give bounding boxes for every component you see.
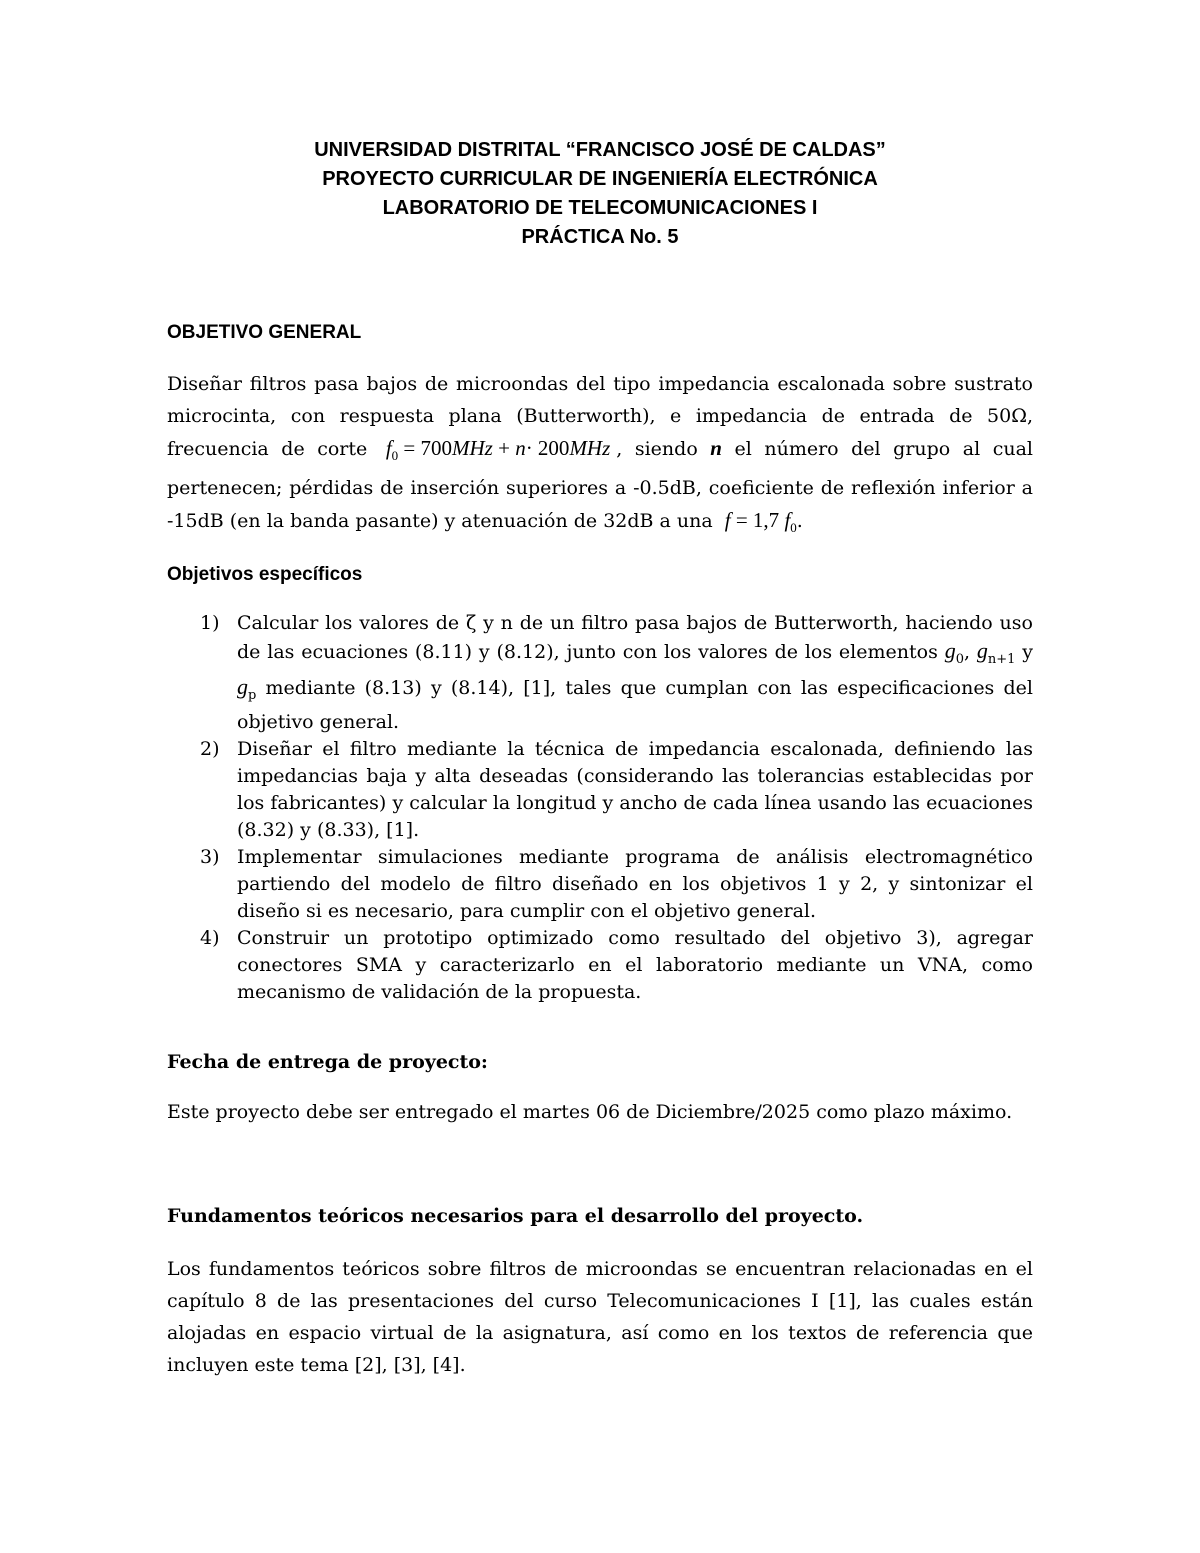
delivery-date-heading: Fecha de entrega de proyecto: (167, 1051, 488, 1073)
fundamentals-heading: Fundamentos teóricos necesarios para el desarrollo del proyecto. (167, 1205, 864, 1227)
cutoff-frequency-formula: $f_0 = 700MHz + n\cdot 200MHz$ (385, 436, 611, 463)
list-item: 4) Construir un prototipo optimizado como resultado del objetivo 3), agregar conectores SMA y caracterizarlo en el laboratorio mediante un VNA, como mecanismo de validación de la propuesta. (200, 926, 1033, 1003)
general-objective-heading: OBJETIVO GENERAL (167, 322, 362, 343)
program-name: PROYECTO CURRICULAR DE INGENIERÍA ELECTRÓNICA (322, 168, 878, 190)
general-objective-text: Diseñar filtros pasa bajos de microondas del tipo impedancia escalonada sobre sustrato microcinta, con respuesta plana (Butterworth), e impedancia de entrada de 50Ω, frecuencia de corte $f_0 = 700MHz + n\cdot 200MHz$ , siendo n el número del grupo al cual pertenecen; pérdidas de inserción superiores a -0.5dB, coeficiente de reflexión inferior a -15dB (en la banda pasante) y atenuación de 32dB a una f = 1,7 $f_0$. (167, 368, 1033, 544)
practice-number: PRÁCTICA No. 5 (521, 226, 679, 248)
fundamentals-text: Los fundamentos teóricos sobre filtros de microondas se encuentran relacionadas en el capítulo 8 de las presentaciones del curso Telecomunicaciones I [1], las cuales están alojadas en espacio virtual de la asignatura, así como en los textos de referencia que incluyen este tema [2], [3], [4]. (167, 1258, 1033, 1376)
list-item: 3) Implementar simulaciones mediante programa de análisis electromagnético partiendo del modelo de filtro diseñado en los objetivos 1 y 2, y sintonizar el diseño si es necesario, para cumplir con el objetivo general. (200, 845, 1033, 922)
list-item: 1) Calcular los valores de ζ y n de un filtro pasa bajos de Butterworth, haciendo uso de las ecuaciones (8.11) y (8.12), junto con los valores de los elementos $g_0$, $g_{n+1}$ y $g_p$ mediante (8.13) y (8.14), [1], tales que cumplan con las especificaciones del objetivo general. (200, 612, 1033, 733)
list-item: 2) Diseñar el filtro mediante la técnica de impedancia escalonada, definiendo las impedancias baja y alta deseadas (considerando las tolerancias establecidas por los fabricantes) y calcular la longitud y ancho de cada línea usando las ecuaciones (8.32) y (8.33), [1]. (200, 737, 1033, 841)
laboratory-name: LABORATORIO DE TELECOMUNICACIONES I (382, 197, 818, 219)
university-name: UNIVERSIDAD DISTRITAL “FRANCISCO JOSÉ DE CALDAS” (314, 139, 886, 161)
document-header (160, 136, 1040, 252)
group-number-variable: n (710, 436, 722, 460)
delivery-date-text: Este proyecto debe ser entregado el martes 06 de Diciembre/2025 como plazo máximo. (167, 1101, 1013, 1123)
specific-objectives-heading: Objetivos específicos (167, 564, 363, 585)
attenuation-frequency-formula: f = 1,7 $f_0$ (724, 507, 797, 535)
specific-objectives-list (200, 610, 1033, 1006)
